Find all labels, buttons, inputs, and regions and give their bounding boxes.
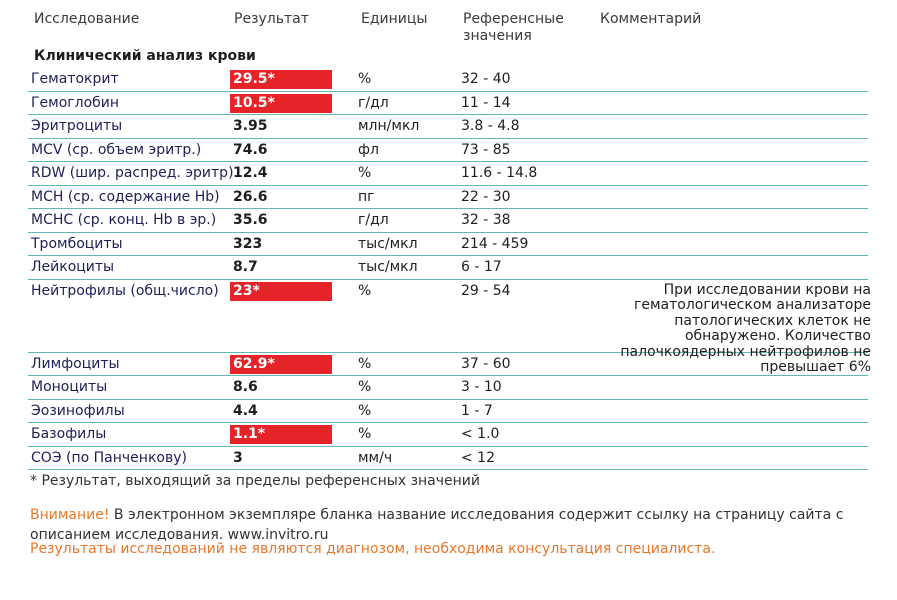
table-row [28,423,868,447]
result-value: 35.6 [233,212,268,228]
result-value: 26.6 [233,188,268,205]
test-name[interactable]: Гематокрит [31,71,119,87]
reference-range: 3.8 - 4.8 [461,118,520,134]
unit: % [358,165,372,181]
header-units: Единицы [361,11,428,27]
result-cell [230,449,332,468]
unit: % [358,402,372,419]
result-value: 1.1* [233,426,266,442]
result-cell [230,164,332,183]
result-value: 323 [233,235,263,252]
unit: мм/ч [358,449,393,466]
reference-range: 3 - 10 [461,379,502,395]
table-row [28,400,868,424]
table-row [28,256,868,280]
header-reference [463,11,573,45]
header-test: Исследование [34,11,140,27]
table-row [28,68,868,92]
test-name[interactable]: Гемоглобин [31,94,120,111]
table-row [28,447,868,471]
test-name[interactable]: Нейтрофилы (общ.число) [31,282,219,299]
result-cell [230,141,332,160]
result-value: 8.7 [233,259,258,275]
reference-range: 32 - 40 [461,71,511,87]
table-row [28,92,868,116]
unit: пг [358,188,375,205]
result-value: 4.4 [233,402,258,419]
unit: % [358,282,372,299]
result-value: 74.6 [233,141,268,158]
table-row [28,186,868,210]
result-value: 62.9* [233,355,275,372]
reference-range: 6 - 17 [461,259,502,275]
result-flagged-cell [230,355,332,374]
test-name[interactable]: Эозинофилы [31,402,125,419]
test-name[interactable]: MCHC (ср. конц. Hb в эр.) [31,212,217,228]
table-row [28,376,868,400]
result-cell [230,378,332,397]
reference-range: 11.6 - 14.8 [461,165,538,181]
reference-range: 11 - 14 [461,94,511,111]
test-name[interactable]: Эритроциты [31,118,123,134]
header-reference-line1: Референсные [463,11,564,27]
unit: млн/мкл [358,118,420,134]
result-flagged-cell [230,70,332,89]
unit: % [358,426,372,442]
header-reference-line2: значения [463,28,532,44]
result-value: 3.95 [233,118,268,134]
test-name[interactable]: MCV (ср. объем эритр.) [31,141,202,158]
notice-text[interactable]: В электронном экземпляре бланка название исследования содержит ссылку на страницу сайта с описанием исследования. www.invitro.ru [30,507,844,543]
reference-range: 214 - 459 [461,235,529,252]
header-comment: Комментарий [600,11,702,27]
unit: г/дл [358,94,389,111]
test-name[interactable]: Моноциты [31,379,108,395]
result-cell [230,211,332,230]
reference-range: 37 - 60 [461,355,511,372]
test-name[interactable]: MCH (ср. содержание Hb) [31,188,220,205]
reference-range: 32 - 38 [461,212,511,228]
test-name[interactable]: RDW (шир. распред. эритр) [31,165,234,181]
result-cell [230,188,332,207]
result-flagged-cell [230,282,332,301]
table-row [28,139,868,163]
test-name[interactable]: СОЭ (по Панченкову) [31,449,187,466]
result-value: 10.5* [233,94,275,111]
result-cell [230,235,332,254]
result-value: 3 [233,449,243,466]
table-row [28,353,868,377]
reference-range: < 1.0 [461,426,500,442]
result-flagged-cell [230,425,332,444]
reference-range: 22 - 30 [461,188,511,205]
unit: % [358,379,372,395]
result-value: 12.4 [233,165,268,181]
notice-label: Внимание! [30,507,110,523]
section-title: Клинический анализ крови [34,48,256,64]
unit: тыс/мкл [358,235,418,252]
reference-range: 1 - 7 [461,402,493,419]
result-value: 23* [233,282,260,299]
test-name[interactable]: Базофилы [31,426,107,442]
table-row [28,233,868,257]
footnote: * Результат, выходящий за пределы референсных значений [30,473,480,489]
result-value: 8.6 [233,379,258,395]
test-name[interactable]: Лейкоциты [31,259,115,275]
unit: тыс/мкл [358,259,418,275]
header-result: Результат [234,11,309,27]
result-flagged-cell [230,94,332,113]
result-cell [230,258,332,277]
unit: % [358,71,372,87]
result-cell [230,117,332,136]
disclaimer: Результаты исследований не являются диагнозом, необходима консультация специалиста. [30,541,716,557]
test-name[interactable]: Лимфоциты [31,355,120,372]
reference-range: < 12 [461,449,495,466]
unit: % [358,355,372,372]
result-value: 29.5* [233,71,275,87]
table-row [28,209,868,233]
comment: При исследовании крови на гематологическом анализаторе патологических клеток не обнаружено. Количество палочкоядерных нейтрофилов не превышает 6% [620,281,871,375]
table-row [28,162,868,186]
result-cell [230,402,332,421]
results-table [28,68,871,470]
notice [30,505,875,545]
table-row [28,115,868,139]
reference-range: 29 - 54 [461,282,511,299]
reference-range: 73 - 85 [461,141,511,158]
test-name[interactable]: Тромбоциты [31,235,123,252]
unit: г/дл [358,212,389,228]
unit: фл [358,141,379,158]
